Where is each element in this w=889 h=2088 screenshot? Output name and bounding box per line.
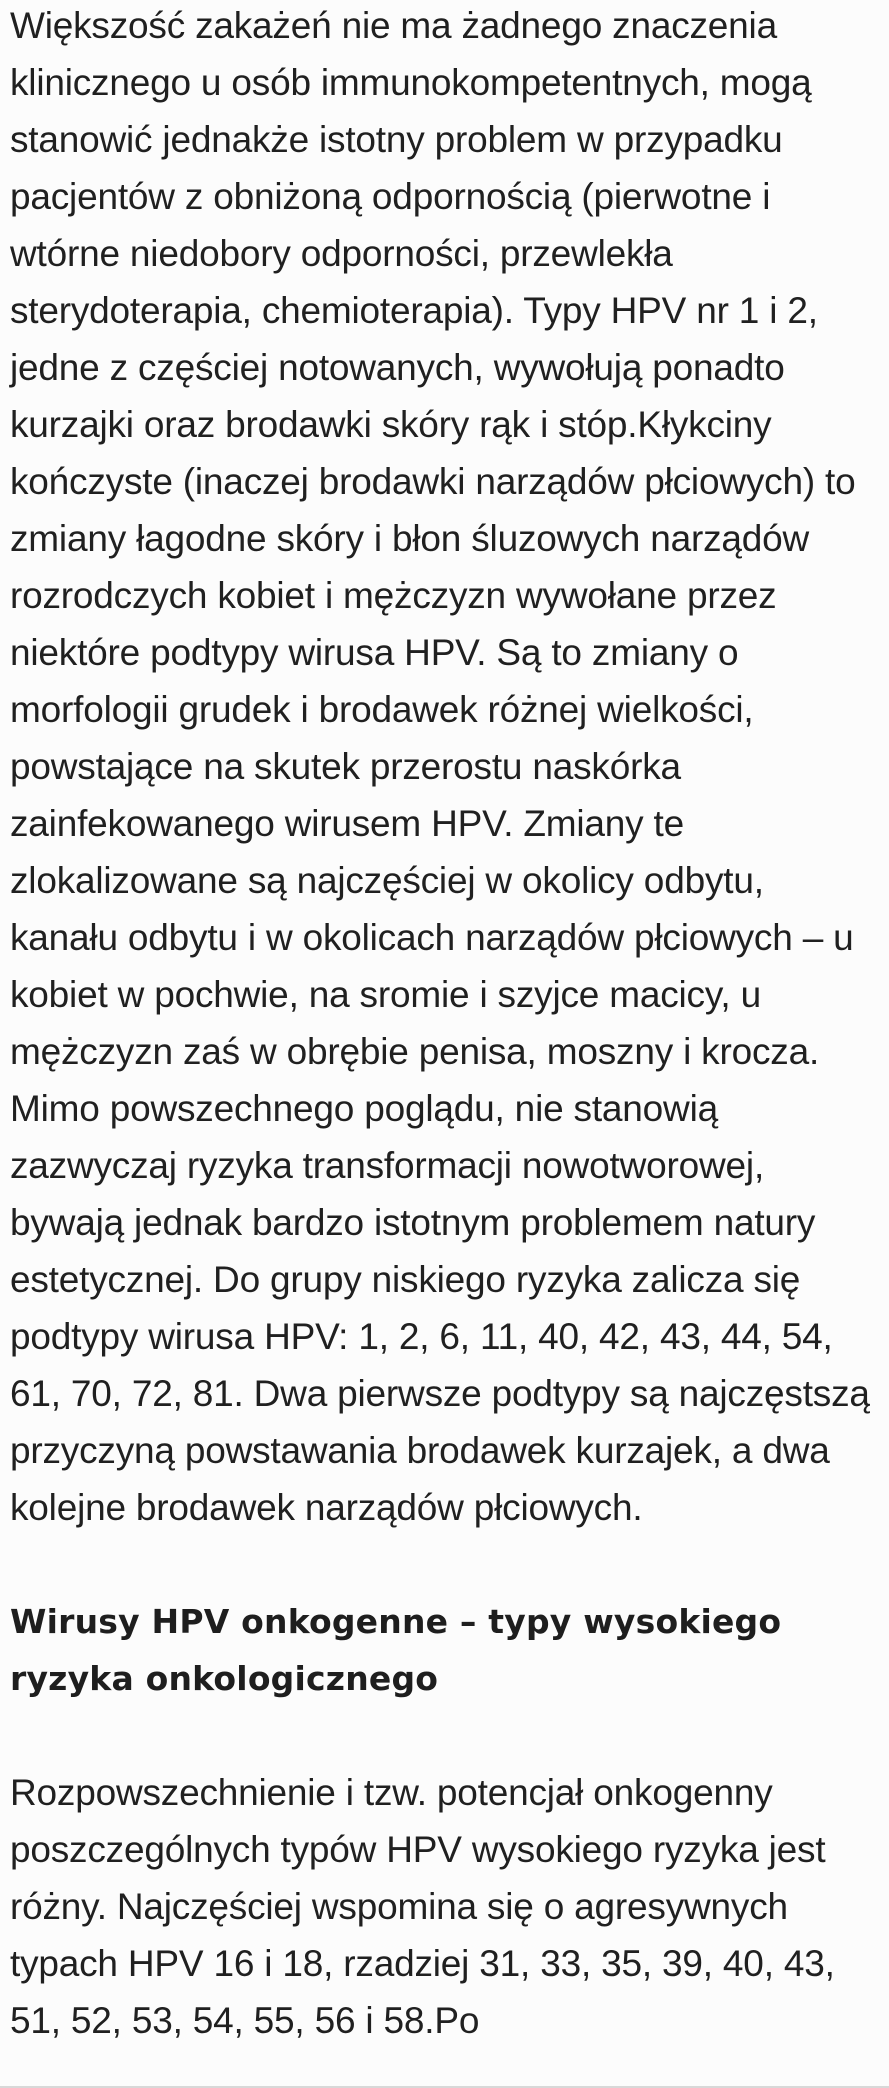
article-paragraph: Rozpowszechnienie i tzw. potencjał onkogenny poszczególnych typów HPV wysokiego ryzyka jest różny. Najczęściej wspomina się o agresywnych typach HPV 16 i 18, rzadziej 31, 33, 35, 39, 40, 43, 51, 52, 53, 54, 55, 56 i 58.Po	[10, 1772, 835, 2041]
section-heading: Wirusy HPV onkogenne – typy wysokiego ryzyka onkologicznego	[10, 1602, 782, 1698]
article-paragraph: Większość zakażeń nie ma żadnego znaczenia klinicznego u osób immunokompetentnych, mogą stanowić jednakże istotny problem w przypadku pacjentów z obniżoną odpornością (pierwotne i wtórne niedobory odporności, przewlekła sterydoterapia, chemioterapia). Typy HPV nr 1 i 2, jedne z częściej notowanych, wywołują ponadto kurzajki oraz brodawki skóry rąk i stóp.Kłykciny kończyste (inaczej brodawki narządów płciowych) to zmiany łagodne skóry i błon śluzowych narządów rozrodczych kobiet i mężczyzn wywołane przez niektóre podtypy wirusa HPV. Są to zmiany o morfologii grudek i brodawek różnej wielkości, powstające na skutek przerostu naskórka zainfekowanego wirusem HPV. Zmiany te zlokalizowane są najczęściej w okolicy odbytu, kanału odbytu i w okolicach narządów płciowych – u kobiet w pochwie, na sromie i szyjce macicy, u mężczyzn zaś w obrębie penisa, moszny i krocza. Mimo powszechnego poglądu, nie stanowią zazwyczaj ryzyka transformacji nowotworowej, bywają jednak bardzo istotnym problemem natury estetycznej. Do grupy niskiego ryzyka zalicza się podtypy wirusa HPV: 1, 2, 6, 11, 40, 42, 43, 44, 54, 61, 70, 72, 81. Dwa pierwsze podtypy są najczęstszą przyczyną powstawania brodawek kurzajek, a dwa kolejne brodawek narządów płciowych.	[10, 5, 870, 1528]
